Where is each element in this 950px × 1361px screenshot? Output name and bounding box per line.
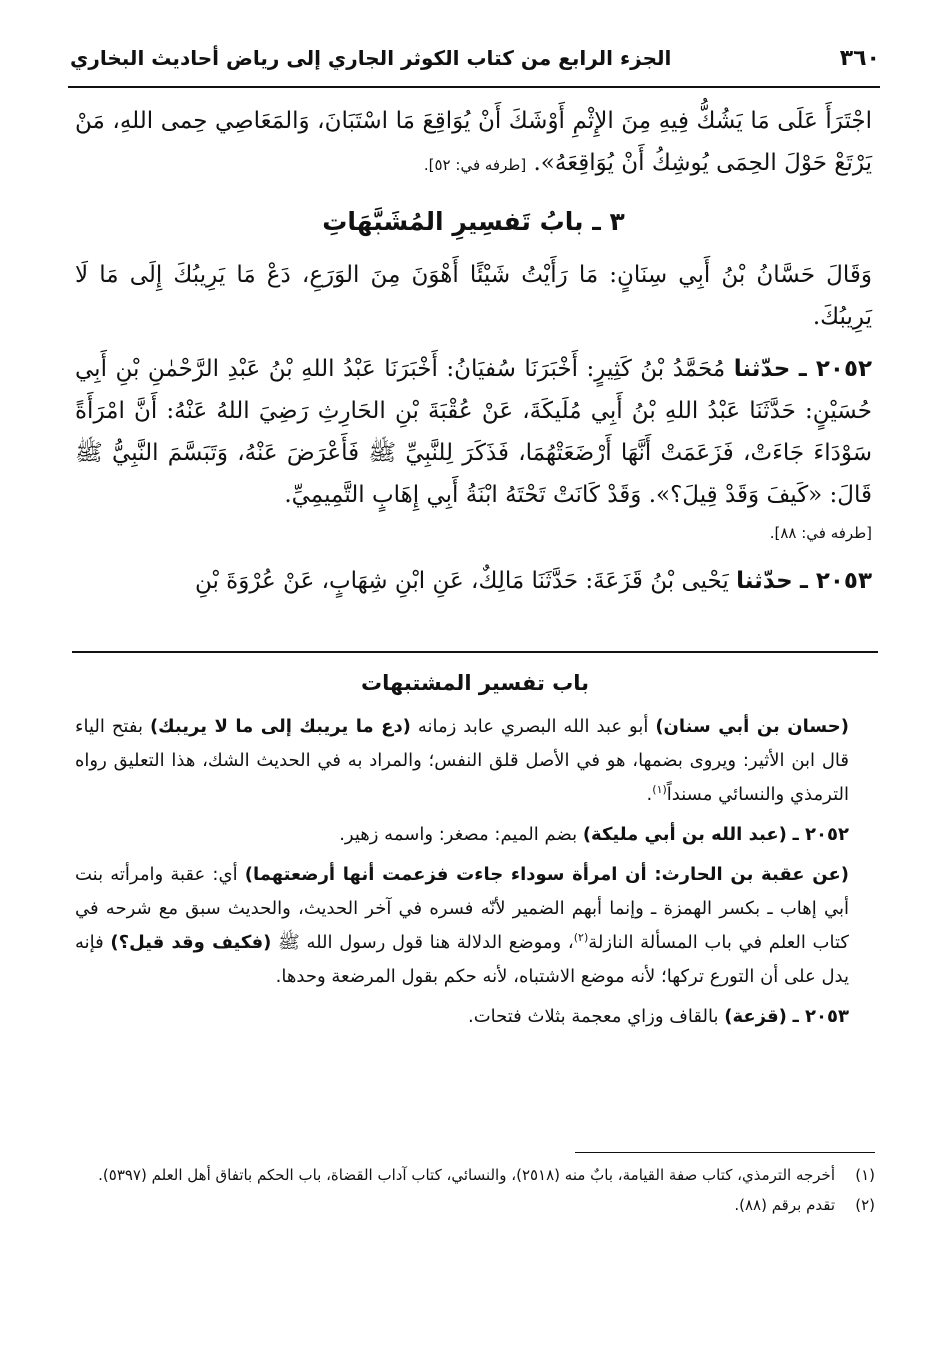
hadith-number: ٢٠٥٢ ـ <box>798 356 873 382</box>
hadith-number: ٢٠٥٣ ـ <box>799 568 872 594</box>
commentary-title: باب تفسير المشتبهات <box>360 671 590 695</box>
hassan-quote: وَقَالَ حَسَّانُ بْنُ أَبِي سِنَانٍ: مَا رَأَيْتُ شَيْئًا أَهْوَنَ مِنَ الوَرَعِ، دَعْ مَا يَرِيبُكَ إِلَى مَا لَا يَرِيبُكَ. <box>75 262 872 330</box>
commentary-para-3 <box>75 858 875 994</box>
page-number: ٣٦٠ <box>839 45 880 71</box>
hadith-number: ٢٠٥٣ ـ <box>792 1006 849 1027</box>
footnote-text: تقدم برقم (٨٨). <box>734 1196 835 1214</box>
commentary-section <box>75 664 875 1040</box>
chapter-title: ٣ ـ بابُ تَفسِيرِ المُشَبَّهَاتِ <box>322 207 625 236</box>
footnote-number: (١) <box>855 1166 875 1184</box>
quoted-term: (عن عقبة بن الحارث: أن امرأة سوداء جاءت فزعمت أنها أرضعتهما) <box>244 864 849 885</box>
header-rule <box>68 86 880 88</box>
footnote-rule <box>575 1152 875 1153</box>
footnote-ref[interactable]: (١) <box>652 783 667 796</box>
hadith-2052-tarf: [طرفه في: ٨٨]. <box>769 524 872 542</box>
commentary-para-1 <box>75 710 875 812</box>
commentary-text: بضم الميم: مصغر: واسمه زهير. <box>339 824 578 845</box>
running-header <box>70 38 880 78</box>
commentary-text: بفتح الياء قال ابن الأثير: ويروى بضمها، هو في الأصل قلق النفس؛ والمراد به في الحديث الشك، هذا التعليق رواه الترمذي والنسائي مسنداً <box>75 716 849 805</box>
book-title: الجزء الرابع من كتاب الكوثر الجاري إلى رياض أحاديث البخاري <box>70 46 672 70</box>
continuation-tarf: [طرفه في: ٥٢]. <box>423 156 527 174</box>
commentary-text: ، وموضع الدلالة هنا قول رسول الله ﷺ <box>278 932 574 953</box>
commentary-text: بالقاف وزاي معجمة بثلاث فتحات. <box>467 1006 719 1027</box>
quoted-term: (قزعة) <box>724 1006 787 1027</box>
quoted-term: (عبد الله بن أبي مليكة) <box>582 824 787 845</box>
quoted-term: (دع ما يريبك إلى ما لا يريبك) <box>149 716 411 737</box>
commentary-divider <box>72 651 878 653</box>
footnote <box>75 1190 875 1220</box>
footnotes <box>75 1160 875 1220</box>
commentary-text: فإنه يدل على أن التورع تركها؛ لأنه موضع الاشتباه، لأنه حكم بقول المرضعة وحدها. <box>75 932 849 987</box>
commentary-text: أبو عبد الله البصري عابد زمانه <box>417 716 649 737</box>
hadith-continuation <box>75 100 872 186</box>
quoted-term: (فكيف وقد قيل؟) <box>110 932 272 953</box>
commentary-para-4 <box>75 1000 875 1034</box>
commentary-text: . <box>646 784 653 805</box>
commentary-para-2 <box>75 818 875 852</box>
haddathana-label: حدّثنا <box>733 356 791 382</box>
haddathana-label: حدّثنا <box>736 568 793 594</box>
hadith-body: يَحْيى بْنُ قَزَعَةَ: حَدَّثَنَا مَالِكٌ، عَنِ ابْنِ شِهَابٍ، عَنْ عُرْوَةَ بْنِ <box>194 568 729 594</box>
footnote-ref[interactable]: (٢) <box>573 931 589 944</box>
footnote <box>75 1160 875 1190</box>
hadith-number: ٢٠٥٢ ـ <box>792 824 849 845</box>
hadith-2053 <box>75 560 872 602</box>
hadith-2052 <box>75 348 872 516</box>
hadith-text-section <box>75 100 872 602</box>
continuation-text: اجْتَرَأَ عَلَى مَا يَشُكُّ فِيهِ مِنَ الإِثْمِ أَوْشَكَ أَنْ يُوَاقِعَ مَا اسْتَبَانَ، وَالمَعَاصِي حِمى اللهِ، مَنْ يَرْتَعْ حَوْلَ الحِمَى يُوشِكُ أَنْ يُوَاقِعَهُ». <box>75 108 872 176</box>
footnote-text: أخرجه الترمذي، كتاب صفة القيامة، بابٌ منه (٢٥١٨)، والنسائي، كتاب آداب القضاة، باب الحكم باتفاق أهل العلم (٥٣٩٧). <box>98 1166 835 1184</box>
footnote-number: (٢) <box>855 1196 875 1214</box>
hadith-body: مُحَمَّدُ بْنُ كَثِيرٍ: أَخْبَرَنَا سُفيَانُ: أَخْبَرَنَا عَبْدُ اللهِ بْنُ عَبْدِ الرَّحْمٰنِ بْنِ أَبِي حُسَيْنٍ: حَدَّثَنَا عَبْدُ اللهِ بْنُ أَبِي مُلَيكَةَ، عَنْ عُقْبَةَ بْنِ الحَارِثِ رَضِيَ اللهُ عَنْهُ: أَنَّ امْرَأَةً سَوْدَاءَ جَاءَتْ، فَزَعَمَتْ أَنَّهَا أَرْضَعَتْهُمَا، فَذَكَرَ لِلنَّبِيِّ ﷺ فَأَعْرَضَ عَنْهُ، وَتَبَسَّمَ النَّبِيُّ ﷺ قَالَ: «كَيفَ وَقَدْ قِيلَ؟». وَقَدْ كَانَتْ تَحْتَهُ ابْنَةُ أَبِي إِهَابٍ التَّمِيمِيِّ. <box>75 356 872 508</box>
commentary-text: أي: عقبة وامرأته بنت أبي إهاب ـ بكسر الهمزة ـ وإنما أبهم الضمير لأنّه فسره في آخر الحديث، والحديث سبق مع شرحه في كتاب العلم في باب المسألة النازلة <box>75 864 849 953</box>
quoted-term: (حسان بن أبي سنان) <box>655 716 849 737</box>
